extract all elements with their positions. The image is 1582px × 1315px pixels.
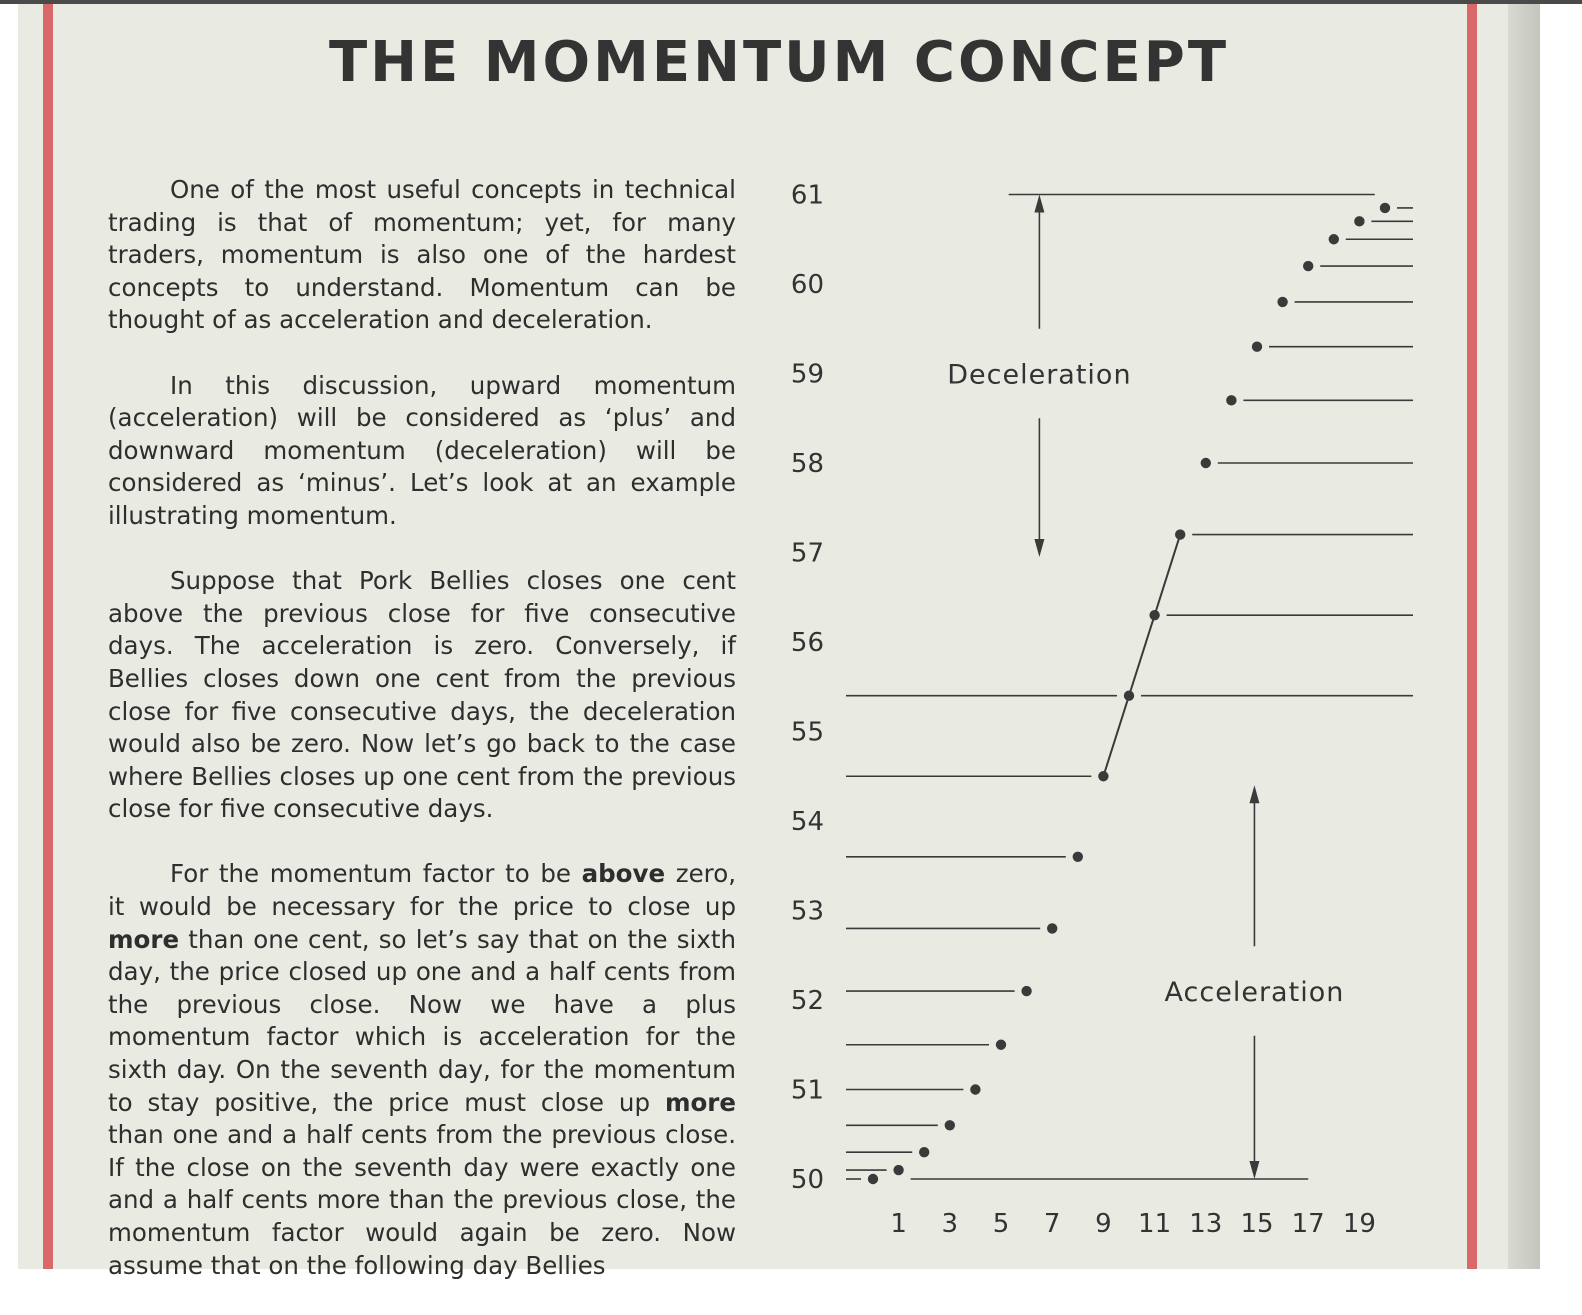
text-run: zero, it would be necessary for the price to close up <box>108 859 736 922</box>
bold-text: more <box>108 924 180 954</box>
x-tick-label: 13 <box>1189 1209 1223 1239</box>
chart-reference-lines <box>846 195 1413 1180</box>
text-run: than one and a half cents from the previous close. If the close on the seventh day were exactly one and a half cents more than the previous close, the momentum factor would again be zero. Now assume that on the following day Bellies <box>108 1120 736 1280</box>
data-point <box>919 1147 929 1157</box>
bold-text: more <box>664 1087 736 1117</box>
bold-text: above <box>581 859 666 889</box>
chart-x-ticks <box>890 1209 1376 1239</box>
y-tick-label: 52 <box>790 986 824 1016</box>
y-tick-label: 55 <box>790 717 824 748</box>
text-run: In this discussion, upward momentum (acceleration) will be considered as ‘plus’ and downward momentum (deceleration) will be considered as ‘minus’. Let’s look at an example illustrating momentum. <box>108 370 736 530</box>
y-tick-label: 53 <box>790 896 824 927</box>
y-tick-label: 50 <box>790 1165 824 1195</box>
annotation-label: Deceleration <box>947 359 1132 391</box>
x-tick-label: 5 <box>992 1209 1010 1239</box>
x-tick-label: 11 <box>1138 1209 1172 1239</box>
text-run: For the momentum factor to be <box>170 859 582 889</box>
x-tick-label: 1 <box>890 1209 907 1239</box>
data-point <box>1124 691 1134 701</box>
data-point <box>868 1174 878 1184</box>
data-point <box>1354 216 1364 226</box>
x-tick-label: 15 <box>1240 1209 1274 1239</box>
y-tick-label: 51 <box>790 1075 824 1106</box>
data-point <box>1252 341 1262 351</box>
chart-connected-segment <box>1103 535 1180 777</box>
chart-y-ticks <box>791 181 824 1196</box>
arrow-head-down <box>1034 539 1044 557</box>
chart-annotations <box>947 195 1344 1180</box>
arrow-head-up <box>1034 195 1044 213</box>
text-run: Suppose that Pork Bellies closes one cent above the previous close for five consecutive days. The acceleration is zero. Conversely, if Bellies closes down one cent from the previous close for five consecutive days, the deceleration would also be zero. Now let’s go back to the case where Bellies closes up one cent from the previous close for five consecutive days. <box>108 566 736 824</box>
annotation-label: Acceleration <box>1164 977 1345 1009</box>
page-title: THE MOMENTUM CONCEPT <box>328 30 1230 95</box>
data-point <box>1149 610 1159 620</box>
data-point <box>1277 297 1287 307</box>
y-tick-label: 57 <box>790 538 824 569</box>
data-point <box>1201 458 1211 468</box>
connected-line <box>1103 535 1180 777</box>
text-run: than one cent, so let’s say that on the sixth day, the price closed up one and a half cents from the previous close. Now we have a plus momentum factor which is acceleration for the sixth day. On the seventh day, for the momentum to stay positive, the price must close up <box>108 924 736 1117</box>
data-point <box>1098 771 1108 781</box>
data-point <box>1303 261 1313 271</box>
y-tick-label: 54 <box>790 807 824 837</box>
data-point <box>893 1165 903 1175</box>
x-tick-label: 19 <box>1342 1209 1376 1239</box>
data-point <box>1329 234 1339 244</box>
data-point <box>996 1040 1006 1050</box>
data-point <box>1047 923 1057 933</box>
y-tick-label: 60 <box>790 270 824 300</box>
arrow-head-down <box>1249 1161 1259 1179</box>
y-tick-label: 59 <box>790 359 824 390</box>
arrow-head-up <box>1249 785 1259 803</box>
x-tick-label: 17 <box>1291 1209 1325 1239</box>
data-point <box>1380 203 1390 213</box>
data-point <box>1021 986 1031 996</box>
momentum-chart <box>18 4 1540 1269</box>
book-page <box>18 4 1540 1280</box>
y-tick-label: 56 <box>790 628 824 658</box>
text-run: One of the most useful concepts in technical trading is that of momentum; yet, for many traders, momentum is also one of the hardest concepts to understand. Momentum can be thought of as acceleration and deceleration. <box>108 175 736 335</box>
y-tick-label: 58 <box>790 449 824 479</box>
data-point <box>1073 852 1083 862</box>
data-point <box>945 1120 955 1130</box>
chart-points <box>868 203 1390 1184</box>
data-point <box>970 1084 980 1094</box>
x-tick-label: 9 <box>1095 1209 1112 1239</box>
data-point <box>1226 395 1236 405</box>
x-tick-label: 3 <box>941 1209 959 1239</box>
x-tick-label: 7 <box>1043 1209 1061 1239</box>
data-point <box>1175 529 1185 539</box>
y-tick-label: 61 <box>790 180 824 211</box>
